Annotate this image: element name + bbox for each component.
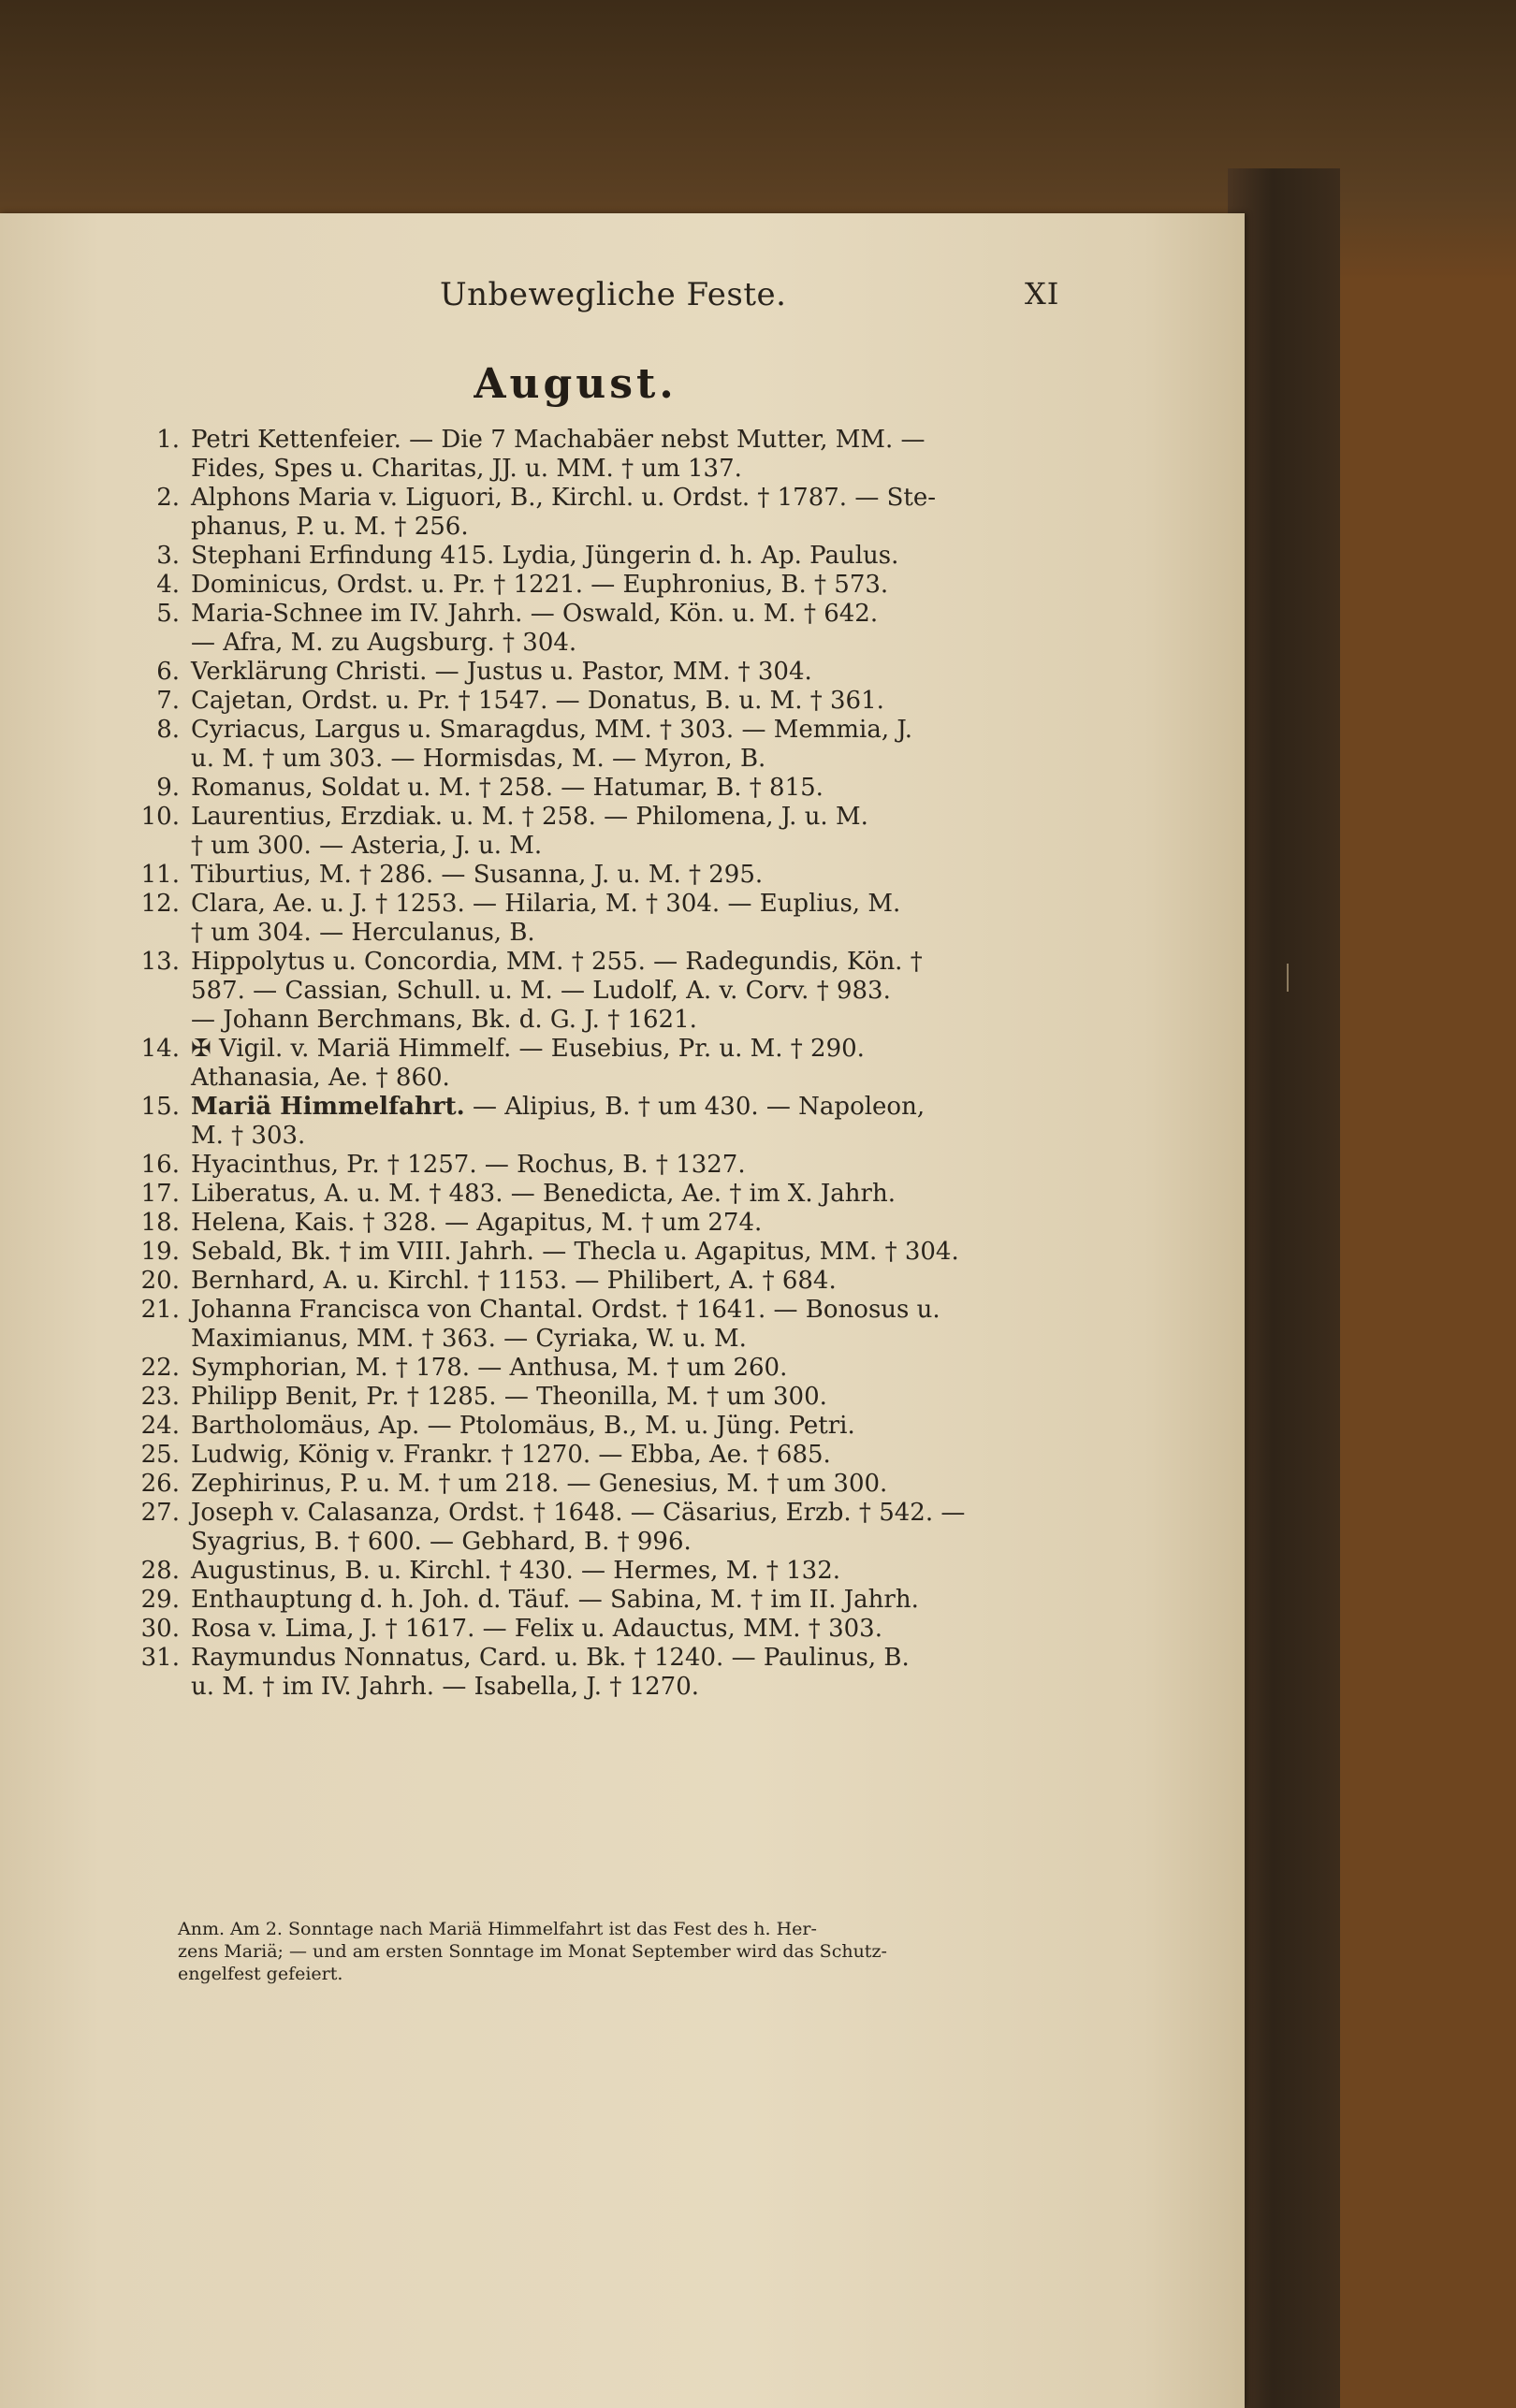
entry-text: Joseph v. Calasanza, Ordst. † 1648. — Cäsarius, Erzb. † 542. — Syagrius, B. † 600. — Gebhard, B. † 996. — [191, 1499, 966, 1556]
feast-entry — [131, 1557, 1104, 1586]
entry-day: 26. — [140, 1470, 180, 1498]
section-title: August. — [474, 360, 678, 408]
entry-day: 6. — [156, 658, 180, 686]
entry-text: Augustinus, B. u. Kirchl. † 430. — Hermes, M. † 132. — [191, 1557, 841, 1585]
feast-entry — [131, 1586, 1104, 1615]
page-number: XI — [1025, 276, 1060, 312]
entry-day: 1. — [156, 426, 180, 454]
entry-text: Maria-Schnee im IV. Jahrh. — Oswald, Kön. u. M. † 642. — Afra, M. zu Augsburg. † 304. — [191, 600, 879, 657]
feast-entry — [131, 1180, 1104, 1209]
entry-text: Cajetan, Ordst. u. Pr. † 1547. — Donatus, B. u. M. † 361. — [191, 687, 884, 715]
entry-text: Bartholomäus, Ap. — Ptolomäus, B., M. u. Jüng. Petri. — [191, 1412, 855, 1440]
entry-text: Petri Kettenfeier. — Die 7 Machabäer nebst Mutter, MM. — Fides, Spes u. Charitas, JJ. u. MM. † um 137. — [191, 426, 926, 483]
entry-day: 18. — [140, 1209, 180, 1237]
feast-entry — [131, 1412, 1104, 1441]
feast-entry — [131, 1209, 1104, 1238]
entry-day: 23. — [140, 1383, 180, 1411]
entry-day: 14. — [140, 1035, 180, 1063]
entry-text: Alphons Maria v. Liguori, B., Kirchl. u. Ordst. † 1787. — Ste- phanus, P. u. M. † 256. — [191, 484, 937, 541]
entry-day: 8. — [156, 716, 180, 744]
entry-text: Hyacinthus, Pr. † 1257. — Rochus, B. † 1327. — [191, 1151, 746, 1179]
entry-day: 17. — [140, 1180, 180, 1208]
feast-entry — [131, 484, 1104, 542]
feast-entry — [131, 1383, 1104, 1412]
entry-day: 13. — [140, 948, 180, 976]
edge-mark — [1287, 964, 1289, 992]
entry-day: 5. — [156, 600, 180, 628]
entry-text: Tiburtius, M. † 286. — Susanna, J. u. M. † 295. — [191, 861, 764, 889]
feast-entry — [131, 1267, 1104, 1296]
feast-list — [131, 426, 1104, 1702]
entry-day: 4. — [156, 571, 180, 599]
entry-text: Zephirinus, P. u. M. † um 218. — Genesius, M. † um 300. — [191, 1470, 888, 1498]
entry-day: 2. — [156, 484, 180, 512]
feast-entry — [131, 1615, 1104, 1644]
feast-entry — [131, 1035, 1104, 1093]
feast-entry — [131, 1151, 1104, 1180]
entry-text: Raymundus Nonnatus, Card. u. Bk. † 1240. — Paulinus, B. u. M. † im IV. Jahrh. — Isabella, J. † 1270. — [191, 1644, 910, 1701]
footnote: Anm. Am 2. Sonntage nach Mariä Himmelfahrt ist das Fest des h. Her- zens Mariä; — und am ersten Sonntage im Monat September wird das Schutz- engelfest gefeiert. — [178, 1919, 887, 1984]
book-spine — [1228, 168, 1340, 2408]
entry-day: 16. — [140, 1151, 180, 1179]
entry-day: 7. — [156, 687, 180, 715]
entry-text: Hippolytus u. Concordia, MM. † 255. — Radegundis, Kön. † 587. — Cassian, Schull. u. M. — Ludolf, A. v. Corv. † 983. — Johann Berchmans, Bk. d. G. J. † 1621. — [191, 948, 923, 1034]
entry-text — [191, 1093, 1104, 1151]
header-title: Unbewegliche Feste. — [440, 276, 787, 313]
feast-entry — [131, 1441, 1104, 1470]
entry-day: 12. — [140, 890, 180, 918]
feast-entry — [131, 571, 1104, 600]
entry-day: 30. — [140, 1615, 180, 1643]
entry-text: Cyriacus, Largus u. Smaragdus, MM. † 303. — Memmia, J. u. M. † um 303. — Hormisdas, M. — Myron, B. — [191, 716, 913, 773]
entry-day: 29. — [140, 1586, 180, 1614]
feast-entry — [131, 1238, 1104, 1267]
entry-text-rest: — Alipius, B. † um 430. — Napoleon, M. † 303. — [191, 1093, 926, 1150]
entry-day: 10. — [140, 803, 180, 831]
entry-text: Bernhard, A. u. Kirchl. † 1153. — Philibert, A. † 684. — [191, 1267, 837, 1295]
entry-text: Verklärung Christi. — Justus u. Pastor, MM. † 304. — [191, 658, 812, 686]
feast-entry — [131, 890, 1104, 948]
feast-highlight: Mariä Himmelfahrt. — [191, 1093, 465, 1121]
entry-text: Liberatus, A. u. M. † 483. — Benedicta, Ae. † im X. Jahrh. — [191, 1180, 896, 1208]
entry-day: 25. — [140, 1441, 180, 1469]
entry-text: Sebald, Bk. † im VIII. Jahrh. — Thecla u. Agapitus, MM. † 304. — [191, 1238, 959, 1266]
feast-entry — [131, 426, 1104, 484]
entry-text: Laurentius, Erzdiak. u. M. † 258. — Philomena, J. u. M. † um 300. — Asteria, J. u. M. — [191, 803, 868, 860]
entry-day: 9. — [156, 774, 180, 802]
entry-text: Stephani Erfindung 415. Lydia, Jüngerin d. h. Ap. Paulus. — [191, 542, 899, 570]
feast-entry — [131, 1093, 1104, 1151]
feast-entry — [131, 1499, 1104, 1557]
entry-day: 21. — [140, 1296, 180, 1324]
entry-text: Clara, Ae. u. J. † 1253. — Hilaria, M. † 304. — Euplius, M. † um 304. — Herculanus, B. — [191, 890, 901, 947]
feast-entry — [131, 948, 1104, 1035]
feast-entry — [131, 1354, 1104, 1383]
entry-day: 20. — [140, 1267, 180, 1295]
entry-day: 3. — [156, 542, 180, 570]
entry-day: 28. — [140, 1557, 180, 1585]
feast-entry — [131, 542, 1104, 571]
feast-entry — [131, 600, 1104, 658]
running-header — [0, 276, 1245, 323]
entry-day: 27. — [140, 1499, 180, 1527]
entry-day: 15. — [140, 1093, 180, 1121]
feast-entry — [131, 1296, 1104, 1354]
feast-entry — [131, 1644, 1104, 1702]
feast-entry — [131, 774, 1104, 803]
feast-entry — [131, 803, 1104, 861]
entry-text: Enthauptung d. h. Joh. d. Täuf. — Sabina, M. † im II. Jahrh. — [191, 1586, 919, 1614]
entry-day: 19. — [140, 1238, 180, 1266]
entry-text: Philipp Benit, Pr. † 1285. — Theonilla, M. † um 300. — [191, 1383, 827, 1411]
entry-day: 22. — [140, 1354, 180, 1382]
entry-day: 31. — [140, 1644, 180, 1672]
feast-entry — [131, 716, 1104, 774]
entry-text: Johanna Francisca von Chantal. Ordst. † 1641. — Bonosus u. Maximianus, MM. † 363. — Cyriaka, W. u. M. — [191, 1296, 940, 1353]
feast-entry — [131, 1470, 1104, 1499]
entry-text: Rosa v. Lima, J. † 1617. — Felix u. Adauctus, MM. † 303. — [191, 1615, 882, 1643]
entry-text: Helena, Kais. † 328. — Agapitus, M. † um 274. — [191, 1209, 763, 1237]
feast-entry — [131, 861, 1104, 890]
entry-day: 24. — [140, 1412, 180, 1440]
entry-text: ✠ Vigil. v. Mariä Himmelf. — Eusebius, Pr. u. M. † 290. Athanasia, Ae. † 860. — [191, 1035, 865, 1092]
feast-entry — [131, 687, 1104, 716]
entry-text: Ludwig, König v. Frankr. † 1270. — Ebba, Ae. † 685. — [191, 1441, 831, 1469]
entry-text: Romanus, Soldat u. M. † 258. — Hatumar, B. † 815. — [191, 774, 824, 802]
entry-text: Dominicus, Ordst. u. Pr. † 1221. — Euphronius, B. † 573. — [191, 571, 889, 599]
entry-day: 11. — [140, 861, 180, 889]
entry-text: Symphorian, M. † 178. — Anthusa, M. † um 260. — [191, 1354, 788, 1382]
feast-entry — [131, 658, 1104, 687]
